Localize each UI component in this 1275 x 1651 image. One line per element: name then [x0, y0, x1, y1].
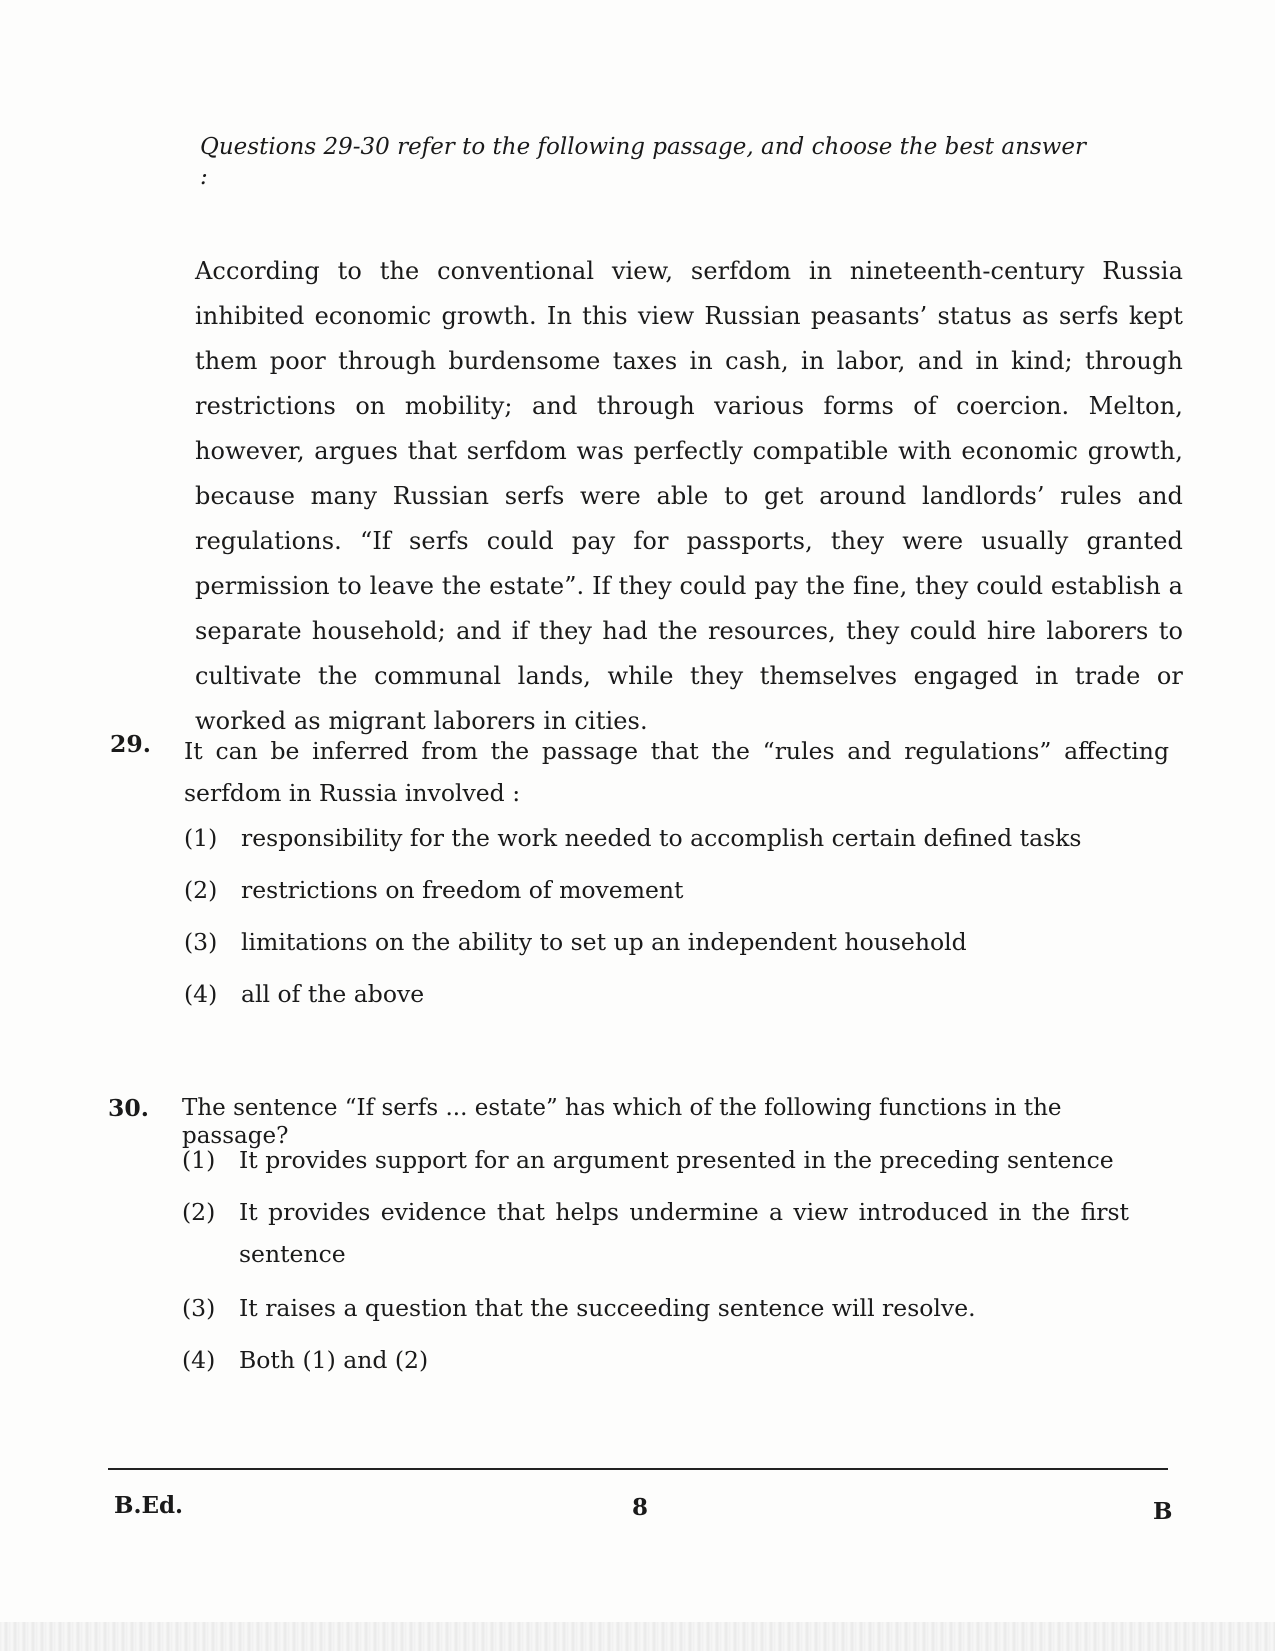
question-29	[110, 730, 1170, 1030]
option-label: (1)	[184, 824, 218, 852]
question-stem: It can be inferred from the passage that the “rules and regulations” affecting serfdom in Russia involved :	[184, 737, 1169, 807]
reading-passage: According to the conventional view, serfdom in nineteenth-century Russia inhibited economic growth. In this view Russian peasants’ status as serfs kept them poor through burdensome taxes in cash, in labor, and in kind; through restrictions on mobility; and through various forms of coercion. Melton, however, argues that serfdom was perfectly compatible with economic growth, because many Russian serfs were able to get around landlords’ rules and regulations. “If serfs could pay for passports, they were usually granted permission to leave the estate”. If they could pay the fine, they could establish a separate household; and if they had the resources, they could hire laborers to cultivate the communal lands, while they themselves engaged in trade or worked as migrant laborers in cities.	[195, 257, 1183, 735]
question-stem: The sentence “If serfs ... estate” has which of the following functions in the passage?	[182, 1095, 1062, 1149]
option-text: responsibility for the work needed to accomplish certain defined tasks	[241, 824, 1082, 852]
question-number: 29.	[110, 730, 151, 758]
option-label: (4)	[182, 1346, 216, 1374]
page-number: 8	[632, 1494, 649, 1521]
option-text: restrictions on freedom of movement	[241, 876, 684, 904]
option-label: (2)	[184, 876, 218, 904]
footer-divider	[108, 1468, 1168, 1470]
option-label: (1)	[182, 1146, 216, 1174]
option-text: It raises a question that the succeeding sentence will resolve.	[239, 1294, 976, 1322]
question-number: 30.	[108, 1094, 149, 1122]
question-30	[108, 1094, 1168, 1424]
option-text: It provides evidence that helps undermine a view introduced in the first sentence	[239, 1198, 1129, 1268]
course-code: B.Ed.	[114, 1492, 184, 1519]
option-label: (2)	[182, 1198, 216, 1226]
option-label: (3)	[182, 1294, 216, 1322]
booklet-series: B	[1153, 1498, 1173, 1525]
option-label: (4)	[184, 980, 218, 1008]
option-text: It provides support for an argument presented in the preceding sentence	[239, 1146, 1114, 1174]
instructions-text: Questions 29-30 refer to the following passage, and choose the best answer :	[200, 134, 1086, 190]
option-text: all of the above	[241, 980, 425, 1008]
option-label: (3)	[184, 928, 218, 956]
option-text: limitations on the ability to set up an independent household	[241, 928, 967, 956]
scan-edge-artifact	[0, 1622, 1275, 1651]
option-text: Both (1) and (2)	[239, 1346, 429, 1374]
